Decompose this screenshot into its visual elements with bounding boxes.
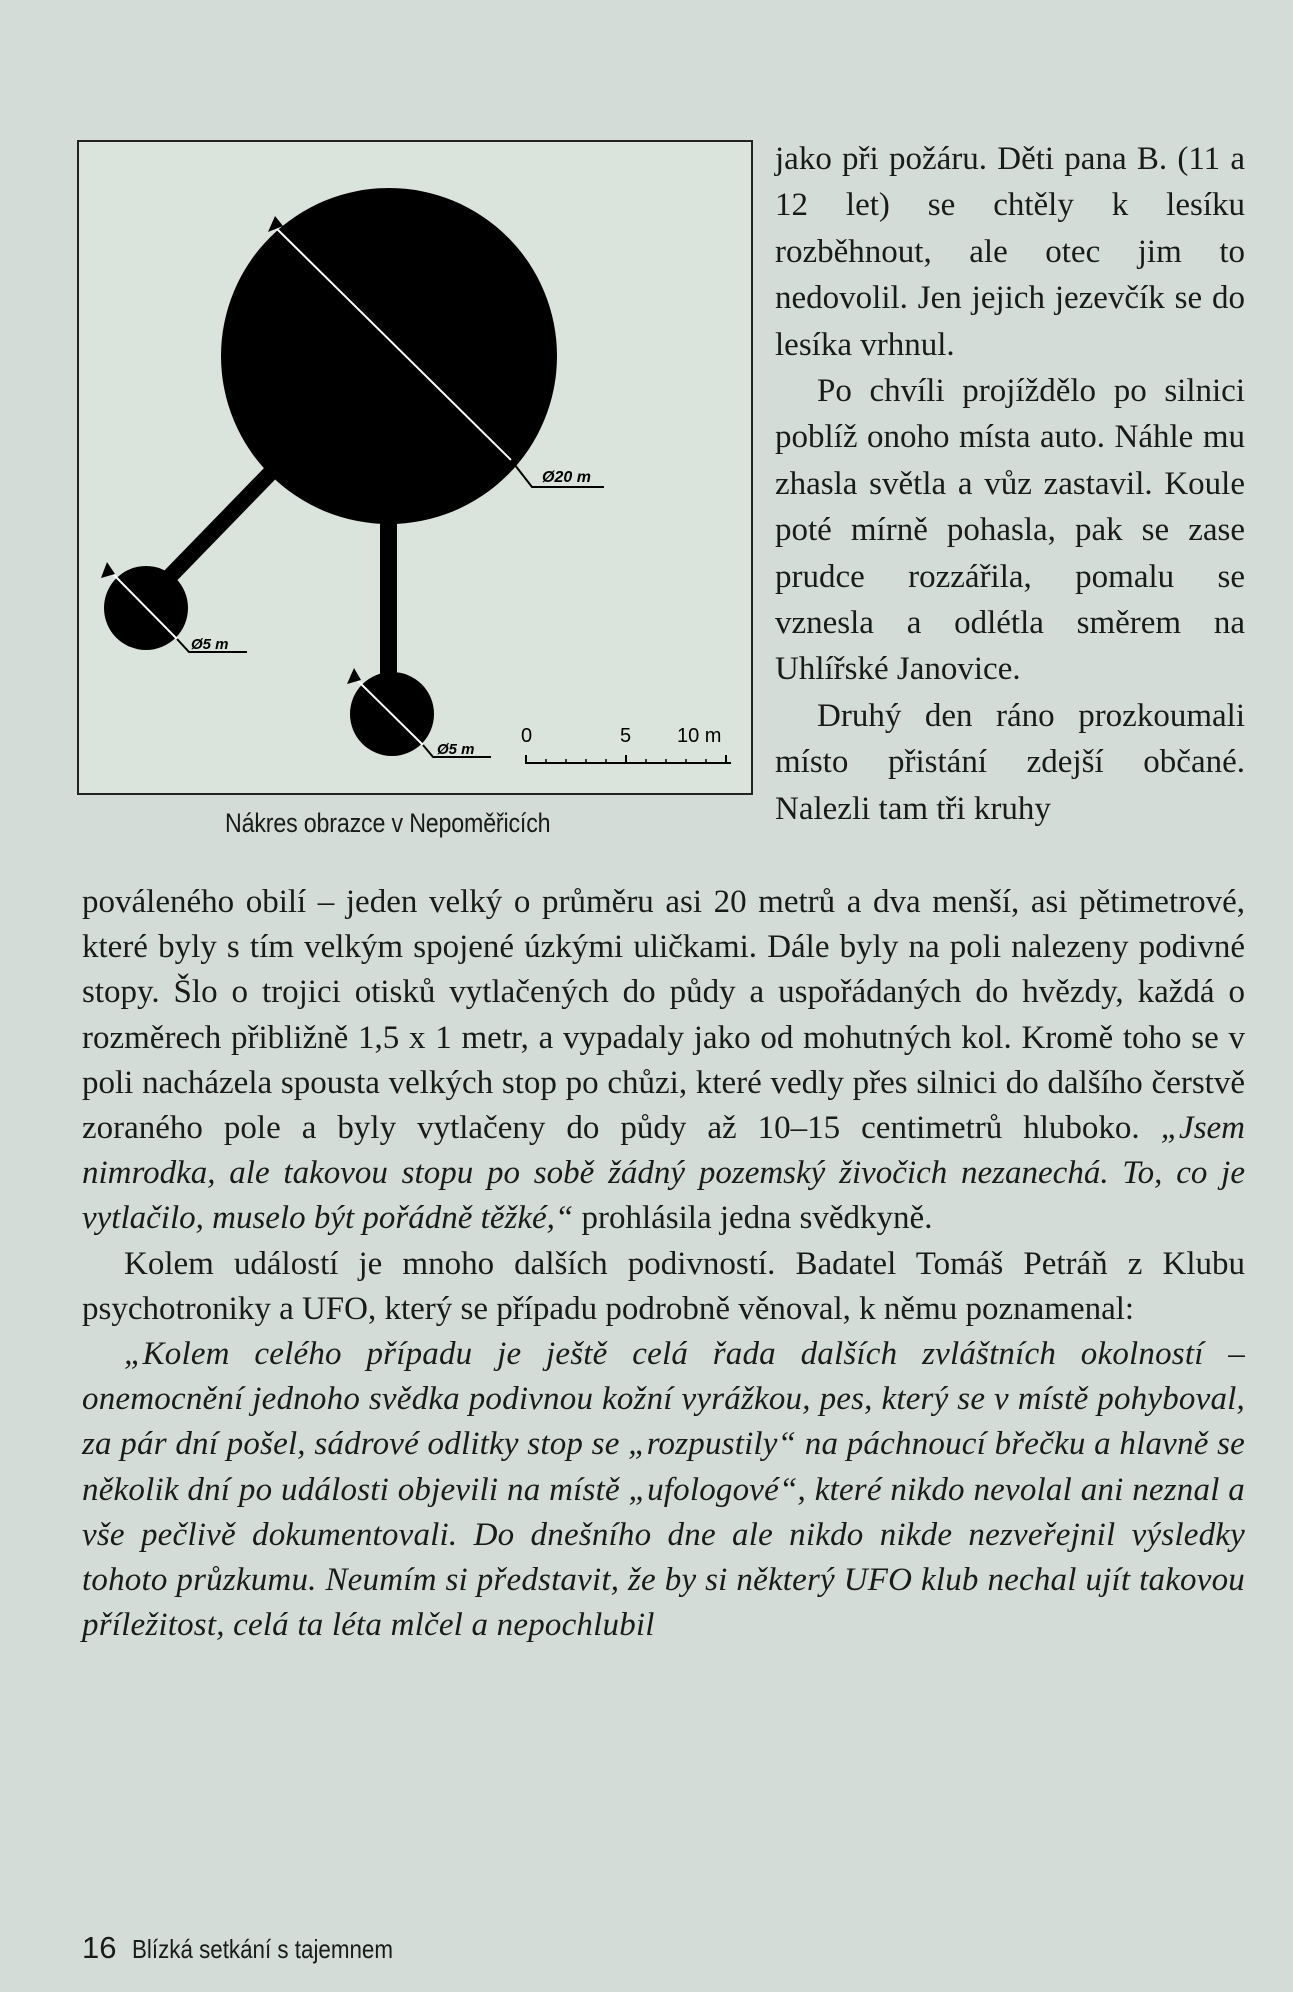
main-text — [82, 880, 1245, 1648]
page-footer — [82, 1930, 436, 1966]
crop-circle-diagram — [77, 140, 753, 795]
label-bottom-diameter: Ø5 m — [437, 741, 475, 758]
label-left-diameter: Ø5 m — [191, 636, 229, 653]
large-circle — [221, 188, 557, 524]
figure-caption: Nákres obrazce v Nepoměřicích — [225, 808, 551, 838]
scale-label-10: 10 m — [677, 725, 722, 747]
witness-quote: „Jsem nimrodka, ale takovou stopu po sobě žádný pozemský živočich nezanechá. To, co je vytlačilo, muselo být pořádně těžké,“ — [82, 1110, 1246, 1237]
main-paragraph-1 — [82, 880, 1245, 1242]
scale-bar — [521, 725, 731, 764]
side-paragraph-2: Po chvíli projíždělo po silnici poblíž onoho místa auto. Náhle mu zhasla světla a vůz zastavil. Koule poté mírně pohasla, pak se zase prudce rozzářila, pomalu se vznesla a odlétla směrem na Uhlířské Janovice. — [775, 373, 1245, 688]
main-paragraph-3-quote: „Kolem celého případu je ještě celá řada dalších zvláštních okolností – onemocnění jednoho svědka podivnou kožní vyrážkou, pes, který se v místě pohyboval, za pár dní pošel, sádrové odlitky stop se „rozpustily“ na páchnoucí břečku a hlavně se několik dní po události objevili na místě „ufologové“, které nikdo nevolal ani neznal a vše pečlivě dokumentovali. Do dnešního dne ale nikdo nikde nezveřejnil výsledky tohoto průzkumu. Neumím si představit, že by si některý UFO klub nechal ujít takovou příležitost, celá ta léta mlčel a nepochlubil — [82, 1336, 1245, 1644]
side-column — [775, 136, 1245, 832]
paragraph-text: prohlásila jedna svědkyně. — [581, 1200, 933, 1237]
page-number: 16 — [82, 1930, 117, 1965]
side-paragraph-1: jako při požáru. Děti pana B. (11 a 12 let) se chtěly k lesíku rozběhnout, ale otec jim to nedovolil. Jen jejich jezevčík se do lesíka vrhnul. — [775, 141, 1245, 363]
side-paragraph-3: Druhý den ráno prozkoumali místo přistání zdejší občané. Nalezli tam tři kruhy — [775, 697, 1245, 827]
label-large-diameter: Ø20 m — [542, 469, 591, 486]
running-title: Blízká setkání s tajemnem — [132, 1934, 394, 1964]
arrow-head — [101, 562, 115, 578]
diagram-drawing — [79, 142, 751, 793]
scale-label-0: 0 — [521, 725, 533, 747]
main-paragraph-2: Kolem událostí je mnoho dalších podivností. Badatel Tomáš Petráň z Klubu psychotroniky a UFO, který se případu podrobně věnoval, k němu poznamenal: — [82, 1245, 1245, 1327]
scale-label-5: 5 — [620, 725, 632, 747]
bottom-connector — [380, 502, 397, 702]
paragraph-text: pováleného obilí – jeden velký o průměru asi 20 metrů a dva menší, asi pětimetrové, které byly s tím velkým spojené úzkými uličkami. Dále byly na poli nalezeny podivné stopy. Šlo o trojici otisků vytlačených do půdy a uspořádaných do hvězdy, každá o rozměrech přibližně 1,5 x 1 metr, a vypadaly jako od mohutných kol. Kromě toho se v poli nacházela spousta velkých stop po chůzi, které vedly přes silnici do dalšího čerstvě zoraného pole a byly vytlačeny do půdy až 10–15 centimetrů hluboko. — [82, 884, 1245, 1147]
